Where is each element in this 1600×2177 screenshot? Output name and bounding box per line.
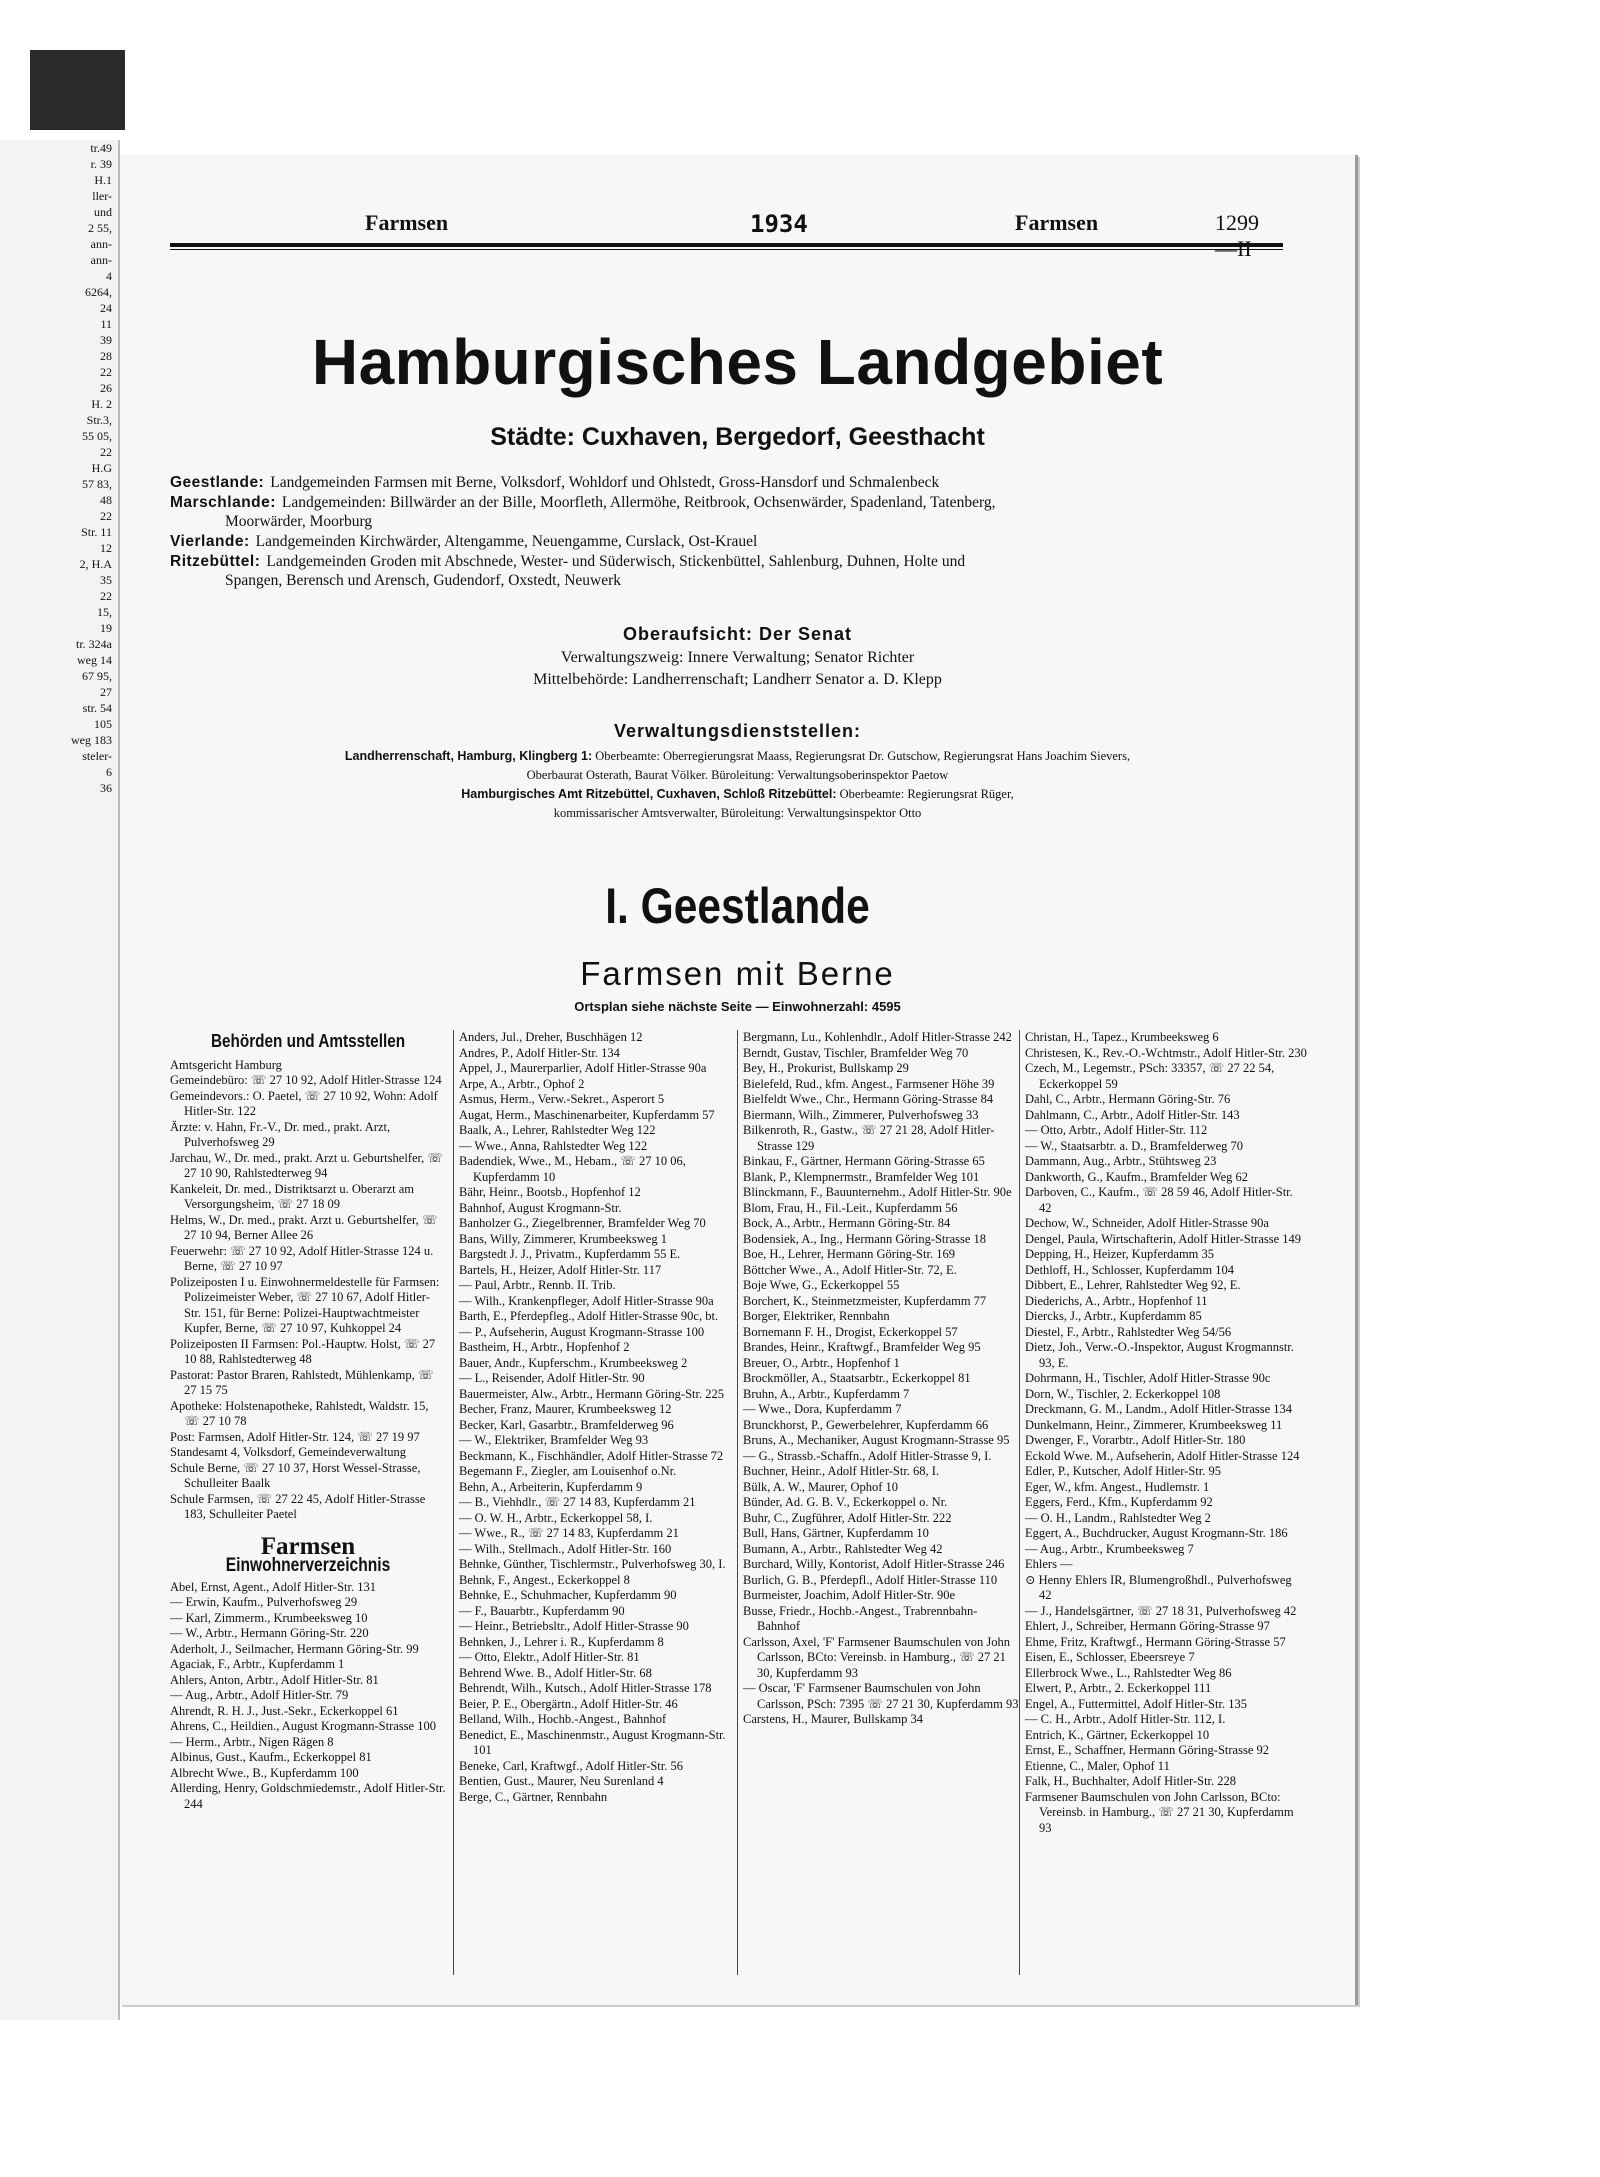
resident-entry: Burmeister, Joachim, Adolf Hitler-Str. 90e — [743, 1588, 956, 1602]
authority-entry: Pastorat: Pastor Braren, Rahlstedt, Mühlenkamp, ☏ 27 15 75 — [170, 1367, 434, 1397]
region-name: Vierlande: — [170, 533, 250, 550]
previous-page-fragment: 24 — [100, 301, 112, 315]
main-title: Hamburgisches Landgebiet — [311, 326, 1164, 398]
resident-entry: Bielfeldt Wwe., Chr., Hermann Göring-Strasse 84 — [743, 1092, 994, 1106]
resident-entry: Bull, Hans, Gärtner, Kupferdamm 10 — [743, 1526, 929, 1540]
running-head — [165, 210, 1275, 261]
running-head-place-right: Farmsen — [1015, 210, 1099, 235]
authority-entry: Ärzte: v. Hahn, Fr.-V., Dr. med., prakt. Arzt, Pulverhofsweg 29 — [170, 1119, 391, 1149]
region-item — [170, 493, 1280, 531]
office-line: Oberbaurat Osterath, Baurat Völker. Büroleitung: Verwaltungsoberinspektor Paetow — [526, 768, 949, 782]
resident-entry: Diestel, F., Arbtr., Rahlstedter Weg 54/56 — [1025, 1324, 1232, 1339]
resident-entry: Darboven, C., Kaufm., ☏ 28 59 46, Adolf Hitler-Str. 42 — [1025, 1185, 1293, 1215]
resident-entry: Ahrendt, R. H. J., Just.-Sekr., Eckerkoppel 61 — [170, 1703, 399, 1718]
resident-entry: Behrend Wwe. B., Adolf Hitler-Str. 68 — [459, 1665, 652, 1680]
resident-entry: Behrendt, Wilh., Kutsch., Adolf Hitler-Strasse 178 — [459, 1681, 712, 1695]
previous-page-fragment: 4 — [106, 269, 112, 283]
resident-entry: — Otto, Elektr., Adolf Hitler-Str. 81 — [459, 1650, 640, 1664]
scan-border — [30, 50, 125, 130]
page-number: 1299—II — [1215, 210, 1259, 261]
resident-entry: — Oscar, 'F' Farmsener Baumschulen von John Carlsson, PSch: 7395 ☏ 27 21 30, Kupferdamm 93 — [743, 1681, 1019, 1711]
previous-page-fragment: weg 183 — [71, 733, 112, 747]
resident-entry: Bodensiek, A., Ing., Hermann Göring-Strasse 18 — [743, 1231, 987, 1246]
resident-entry: — B., Viehhdlr., ☏ 27 14 83, Kupferdamm 21 — [459, 1495, 696, 1509]
previous-page-fragment: ann- — [90, 237, 112, 251]
resident-entry: — Erwin, Kaufm., Pulverhofsweg 29 — [170, 1595, 358, 1609]
region-name: Geestlande: — [170, 474, 265, 491]
previous-page-fragment: tr.49 — [90, 141, 112, 155]
office-name: Landherrenschaft, Hamburg, Klingberg 1: — [344, 749, 593, 763]
resident-entry: Brunckhorst, P., Gewerbelehrer, Kupferdamm 66 — [743, 1417, 989, 1432]
resident-entry: Blom, Frau, H., Fil.-Leit., Kupferdamm 56 — [743, 1200, 958, 1215]
previous-page-fragment: 6264, — [85, 285, 112, 299]
resident-entry: Beckmann, K., Fischhändler, Adolf Hitler-Strasse 72 — [459, 1448, 724, 1463]
authorities-heading: Behörden und Amtsstellen — [210, 1031, 406, 1051]
region-text: Landgemeinden Farmsen mit Berne, Volksdorf, Wohldorf und Ohlstedt, Gross-Hansdorf und Schmalenbeck — [270, 474, 940, 491]
resident-entry: — P., Aufseherin, August Krogmann-Strasse 100 — [459, 1324, 705, 1339]
resident-entry: Depping, H., Heizer, Kupferdamm 35 — [1025, 1247, 1215, 1261]
oversight-block — [120, 623, 1355, 691]
resident-entry: Albrecht Wwe., B., Kupferdamm 100 — [170, 1765, 359, 1780]
previous-page-fragment: 48 — [100, 493, 112, 507]
previous-page-fragment: 39 — [100, 333, 112, 347]
resident-entry: Bergmann, Lu., Kohlenhdlr., Adolf Hitler-Strasse 242 — [743, 1030, 1012, 1044]
resident-entry: Bentien, Gust., Maurer, Neu Surenland 4 — [459, 1774, 664, 1788]
previous-page-fragment: 67 95, — [82, 669, 112, 683]
resident-entry: Ehlert, J., Schreiber, Hermann Göring-Strasse 97 — [1025, 1619, 1270, 1633]
resident-entry: — G., Strassb.-Schaffn., Adolf Hitler-Strasse 9, I. — [743, 1448, 992, 1463]
resident-entry: — Aug., Arbtr., Adolf Hitler-Str. 79 — [170, 1688, 349, 1702]
residents-list — [170, 1580, 446, 1813]
resident-entry: Blank, P., Klempnermstr., Bramfelder Weg 101 — [743, 1169, 980, 1184]
resident-entry: Dechow, W., Schneider, Adolf Hitler-Strasse 90a — [1025, 1216, 1269, 1230]
office-staff: Oberbeamte: Regierungsrat Rüger, — [839, 787, 1014, 801]
resident-entry: — Wwe., Anna, Rahlstedter Weg 122 — [459, 1138, 648, 1153]
resident-entry: Burchard, Willy, Kontorist, Adolf Hitler-Strasse 246 — [743, 1557, 1005, 1571]
resident-entry: Christan, H., Tapez., Krumbeeksweg 6 — [1025, 1030, 1219, 1044]
resident-entry: Borger, Elektriker, Rennbahn — [743, 1309, 890, 1323]
region-text: Landgemeinden Kirchwärder, Altengamme, Neuengamme, Curslack, Ost-Krauel — [255, 533, 758, 550]
resident-entry: Anders, Jul., Dreher, Buschhägen 12 — [459, 1030, 643, 1044]
previous-page-fragment: 36 — [100, 781, 112, 795]
resident-entry: Berge, C., Gärtner, Rennbahn — [459, 1789, 608, 1804]
resident-entry: Blinckmann, F., Bauunternehm., Adolf Hitler-Str. 90e — [743, 1185, 1012, 1199]
resident-entry: — Otto, Arbtr., Adolf Hitler-Str. 112 — [1025, 1123, 1208, 1137]
resident-entry: Andres, P., Adolf Hitler-Str. 134 — [459, 1045, 620, 1060]
resident-entry: Beier, P. E., Obergärtn., Adolf Hitler-Str. 46 — [459, 1696, 678, 1711]
previous-page-fragment: 22 — [100, 589, 112, 603]
resident-entry: Farmsener Baumschulen von John Carlsson, BCto: Vereinsb. in Hamburg., ☏ 27 21 30, Kupferdamm 93 — [1025, 1789, 1294, 1835]
resident-entry: — Aug., Arbtr., Krumbeeksweg 7 — [1025, 1541, 1194, 1556]
resident-entry: Dengel, Paula, Wirtschafterin, Adolf Hitler-Strasse 149 — [1025, 1231, 1302, 1246]
oversight-line: Verwaltungszweig: Innere Verwaltung; Senator Richter — [560, 649, 915, 666]
authority-entry: Jarchau, W., Dr. med., prakt. Arzt u. Geburtshelfer, ☏ 27 10 90, Rahlstedterweg 94 — [170, 1150, 444, 1180]
resident-entry: Christesen, K., Rev.-O.-Wchtmstr., Adolf Hitler-Str. 230 — [1025, 1045, 1307, 1060]
resident-entry: Appel, J., Maurerparlier, Adolf Hitler-Strasse 90a — [459, 1061, 707, 1075]
region-text: Landgemeinden: Billwärder an der Bille, Moorfleth, Allermöhe, Reitbrook, Ochsenwärder, Spadenland, Tatenberg, — [281, 494, 996, 511]
resident-entry: Buchner, Heinr., Adolf Hitler-Str. 68, I. — [743, 1464, 940, 1478]
authority-entry: Feuerwehr: ☏ 27 10 92, Adolf Hitler-Strasse 124 u. Berne, ☏ 27 10 97 — [170, 1243, 434, 1273]
resident-entry: — W., Arbtr., Hermann Göring-Str. 220 — [170, 1626, 369, 1640]
authority-entry: Polizeiposten II Farmsen: Pol.-Hauptw. Holst, ☏ 27 10 88, Rahlstedterweg 48 — [170, 1336, 436, 1366]
resident-entry: Belland, Wilh., Hochb.-Angest., Bahnhof — [459, 1712, 667, 1726]
authorities-list — [170, 1058, 446, 1523]
resident-entry: Bartels, H., Heizer, Adolf Hitler-Str. 117 — [459, 1262, 662, 1277]
column-3 — [737, 1030, 1019, 1975]
resident-entry: Aderholt, J., Seilmacher, Hermann Göring-Str. 99 — [170, 1641, 419, 1656]
subtitle: Städte: Cuxhaven, Bergedorf, Geesthacht — [490, 423, 985, 451]
resident-entry: Berndt, Gustav, Tischler, Bramfelder Weg 70 — [743, 1045, 969, 1060]
resident-entry: — Heinr., Betriebsltr., Adolf Hitler-Strasse 90 — [459, 1619, 689, 1633]
resident-entry: Eger, W., kfm. Angest., Hudlemstr. 1 — [1025, 1479, 1210, 1494]
region-text: Landgemeinden Groden mit Abschnede, Wester- und Süderwisch, Stickenbüttel, Sahlenburg, Duhnen, Holte und — [266, 553, 966, 570]
previous-page-fragment: 22 — [100, 365, 112, 379]
resident-entry: Brandes, Heinr., Kraftwgf., Bramfelder Weg 95 — [743, 1340, 981, 1354]
resident-entry: — Wwe., Dora, Kupferdamm 7 — [743, 1402, 902, 1416]
resident-entry: Boe, H., Lehrer, Hermann Göring-Str. 169 — [743, 1247, 955, 1261]
office-staff: Oberbeamte: Oberregierungsrat Maass, Regierungsrat Dr. Gutschow, Regierungsrat Hans Joachim Sievers, — [595, 749, 1131, 763]
resident-entry: Borchert, K., Steinmetzmeister, Kupferdamm 77 — [743, 1293, 987, 1308]
residents-heading: Einwohnerverzeichnis — [225, 1555, 391, 1576]
previous-page-fragment: und — [94, 205, 112, 219]
resident-entry: Bülk, A. W., Maurer, Ophof 10 — [743, 1479, 899, 1494]
resident-entry: Banholzer G., Ziegelbrenner, Bramfelder Weg 70 — [459, 1216, 706, 1230]
resident-entry: Dreckmann, G. M., Landm., Adolf Hitler-Strasse 134 — [1025, 1402, 1293, 1416]
resident-entry: Beneke, Carl, Kraftwgf., Adolf Hitler-Str. 56 — [459, 1758, 684, 1773]
resident-entry: Arpe, A., Arbtr., Ophof 2 — [459, 1076, 585, 1091]
resident-entry: Baalk, A., Lehrer, Rahlstedter Weg 122 — [459, 1123, 656, 1137]
resident-entry: Bargstedt J. J., Privatm., Kupferdamm 55 E. — [459, 1247, 681, 1261]
resident-entry: Burlich, G. B., Pferdepfl., Adolf Hitler-Strasse 110 — [743, 1572, 998, 1587]
office-line: kommissarischer Amtsverwalter, Büroleitung: Verwaltungsinspektor Otto — [553, 806, 922, 820]
resident-entry: Buhr, C., Zugführer, Adolf Hitler-Str. 222 — [743, 1510, 952, 1525]
resident-entry: Eggers, Ferd., Kfm., Kupferdamm 92 — [1025, 1495, 1213, 1509]
resident-entry: — Wwe., R., ☏ 27 14 83, Kupferdamm 21 — [459, 1526, 679, 1540]
resident-entry: — Wilh., Stellmach., Adolf Hitler-Str. 160 — [459, 1541, 672, 1556]
previous-page-fragment: 22 — [100, 445, 112, 459]
resident-entry: Ellerbrock Wwe., L., Rahlstedter Weg 86 — [1025, 1665, 1232, 1680]
region-text-continuation: Spangen, Berensch und Arensch, Gudendorf, Oxstedt, Neuwerk — [225, 572, 622, 589]
resident-entry: Falk, H., Buchhalter, Adolf Hitler-Str. 228 — [1025, 1774, 1237, 1788]
resident-entry: Dietz, Joh., Verw.-O.-Inspektor, August Krogmannstr. 93, E. — [1025, 1340, 1294, 1370]
resident-entry: Dorn, W., Tischler, 2. Eckerkoppel 108 — [1025, 1386, 1221, 1401]
previous-page-fragment: 19 — [100, 621, 112, 635]
previous-page-fragment: 2 55, — [88, 221, 112, 235]
place-subtitle: Ortsplan siehe nächste Seite — Einwohnerzahl: 4595 — [574, 999, 901, 1014]
previous-page-fragment: 26 — [100, 381, 112, 395]
previous-page-fragment: Str. 11 — [81, 525, 112, 539]
previous-page-fragment: tr. 324a — [76, 637, 112, 651]
resident-entry: Dammann, Aug., Arbtr., Stühtsweg 23 — [1025, 1154, 1217, 1168]
offices-block — [120, 722, 1355, 823]
resident-entry: — W., Elektriker, Bramfelder Weg 93 — [459, 1433, 649, 1447]
authority-entry: Gemeindevors.: O. Paetel, ☏ 27 10 92, Wohn: Adolf Hitler-Str. 122 — [170, 1088, 438, 1118]
previous-page-fragment: 12 — [100, 541, 112, 555]
resident-entry: Dankworth, G., Kaufm., Bramfelder Weg 62 — [1025, 1169, 1249, 1184]
authority-entry: Standesamt 4, Volksdorf, Gemeindeverwaltung — [170, 1445, 406, 1459]
resident-entry: Bielefeld, Rud., kfm. Angest., Farmsener Höhe 39 — [743, 1076, 995, 1091]
region-name: Ritzebüttel: — [170, 553, 261, 570]
running-head-place-left: Farmsen — [365, 210, 449, 235]
previous-page-fragment: 11 — [100, 317, 112, 331]
resident-entry: Dethloff, H., Schlosser, Kupferdamm 104 — [1025, 1262, 1234, 1277]
resident-entry: Carlsson, Axel, 'F' Farmsener Baumschulen von John Carlsson, BCto: Vereinsb. in Hamburg., ☏ 27 21 30, Kupferdamm 93 — [743, 1634, 1010, 1680]
resident-entry: — W., Staatsarbtr. a. D., Bramfelderweg 70 — [1025, 1138, 1244, 1153]
resident-entry: Dohrmann, H., Tischler, Adolf Hitler-Strasse 90c — [1025, 1371, 1271, 1385]
resident-entry: Bruns, A., Mechaniker, August Krogmann-Strasse 95 — [743, 1433, 1010, 1447]
resident-entry: Behnken, J., Lehrer i. R., Kupferdamm 8 — [459, 1634, 664, 1649]
authority-entry: Polizeiposten I u. Einwohnermeldestelle für Farmsen: Polizeimeister Weber, ☏ 27 10 67, Adolf Hitler-Str. 151, für Berne: Polizei-Hauptwachtmeister Kupfer, Berne, ☏ 27 10 97, Kuhkoppel 24 — [170, 1274, 440, 1335]
previous-page-fragment: r. 39 — [90, 157, 112, 171]
column-1 — [170, 1030, 446, 1975]
resident-entry: — O. H., Landm., Rahlstedter Weg 2 — [1025, 1510, 1211, 1525]
authority-entry: Amtsgericht Hamburg — [170, 1057, 282, 1072]
resident-entry: Brockmöller, A., Staatsarbtr., Eckerkoppel 81 — [743, 1371, 971, 1385]
oversight-line: Mittelbehörde: Landherrenschaft; Landherr Senator a. D. Klepp — [533, 671, 942, 688]
resident-entry: Czech, M., Legemstr., PSch: 33357, ☏ 27 22 54, Eckerkoppel 59 — [1025, 1061, 1275, 1091]
column-2 — [453, 1030, 737, 1975]
resident-entry: Dahlmann, C., Arbtr., Adolf Hitler-Str. 143 — [1025, 1107, 1240, 1122]
authority-entry: Schule Farmsen, ☏ 27 22 45, Adolf Hitler-Strasse 183, Schulleiter Paetel — [170, 1491, 426, 1521]
resident-entry: Bock, A., Arbtr., Hermann Göring-Str. 84 — [743, 1216, 951, 1230]
resident-entry: Ahrens, C., Heildien., August Krogmann-Strasse 100 — [170, 1719, 436, 1733]
farmsen-heading: Farmsen — [260, 1532, 356, 1560]
region-text-continuation: Moorwärder, Moorburg — [225, 513, 373, 530]
resident-entry: Ahlers, Anton, Arbtr., Adolf Hitler-Str. 81 — [170, 1672, 379, 1687]
resident-entry: Boje Wwe, G., Eckerkoppel 55 — [743, 1278, 900, 1292]
resident-entry: Eisen, E., Schlosser, Ebeersreye 7 — [1025, 1650, 1195, 1664]
resident-entry: Behnk, F., Angest., Eckerkoppel 8 — [459, 1572, 630, 1587]
resident-entry: Behnke, E., Schuhmacher, Kupferdamm 90 — [459, 1588, 677, 1602]
resident-entry: Bumann, A., Arbtr., Rahlstedter Weg 42 — [743, 1541, 943, 1556]
resident-entry: Augat, Herm., Maschinenarbeiter, Kupferdamm 57 — [459, 1107, 715, 1122]
resident-entry: Bahnhof, August Krogmann-Str. — [459, 1200, 622, 1215]
previous-page-fragment: 6 — [106, 765, 112, 779]
resident-entry: Becker, Karl, Gasarbtr., Bramfelderweg 96 — [459, 1417, 674, 1432]
previous-page-fragment: H.G — [91, 461, 112, 475]
resident-entry: Diercks, J., Arbtr., Kupferdamm 85 — [1025, 1309, 1202, 1323]
region-item — [170, 532, 1280, 551]
resident-entry: — Paul, Arbtr., Rennb. II. Trib. — [459, 1278, 616, 1292]
region-name: Marschlande: — [170, 494, 276, 511]
previous-page-fragment: 27 — [100, 685, 112, 699]
previous-page-fragment: 15, — [97, 605, 112, 619]
resident-entry: Barth, E., Pferdepfleg., Adolf Hitler-Strasse 90c, bt. — [459, 1309, 719, 1323]
resident-entry: Engel, A., Futtermittel, Adolf Hitler-Str. 135 — [1025, 1696, 1247, 1711]
resident-entry: Ehlers — — [1025, 1557, 1073, 1571]
region-item — [170, 473, 1280, 492]
resident-entry: Behn, A., Arbeiterin, Kupferdamm 9 — [459, 1479, 643, 1494]
authority-entry: Helms, W., Dr. med., prakt. Arzt u. Geburtshelfer, ☏ 27 10 94, Berner Allee 26 — [170, 1212, 438, 1242]
resident-entry: Carstens, H., Maurer, Bullskamp 34 — [743, 1712, 924, 1726]
resident-entry: Dahl, C., Arbtr., Hermann Göring-Str. 76 — [1025, 1092, 1231, 1106]
previous-page-fragment: 55 05, — [82, 429, 112, 443]
authority-entry: Gemeindebüro: ☏ 27 10 92, Adolf Hitler-Strasse 124 — [170, 1073, 442, 1087]
resident-entry: Bauer, Andr., Kupferschm., Krumbeeksweg 2 — [459, 1355, 688, 1370]
resident-entry: Albinus, Gust., Kaufm., Eckerkoppel 81 — [170, 1750, 372, 1764]
resident-entry: Begemann F., Ziegler, am Louisenhof o.Nr. — [459, 1464, 677, 1478]
resident-entry: Breuer, O., Arbtr., Hopfenhof 1 — [743, 1355, 900, 1370]
resident-entry: Abel, Ernst, Agent., Adolf Hitler-Str. 131 — [170, 1579, 376, 1594]
previous-page-fragment: steler- — [82, 749, 112, 763]
resident-entry: Bünder, Ad. G. B. V., Eckerkoppel o. Nr. — [743, 1495, 948, 1509]
previous-page-fragment: H. 2 — [91, 397, 112, 411]
previous-page-fragment: str. 54 — [82, 701, 112, 715]
resident-entry: Bey, H., Prokurist, Bullskamp 29 — [743, 1061, 909, 1075]
resident-entry: Dibbert, E., Lehrer, Rahlstedter Weg 92, E. — [1025, 1278, 1241, 1292]
previous-page-fragment: ller- — [92, 189, 112, 203]
office-line — [120, 747, 1355, 766]
resident-entry: Ernst, E., Schaffner, Hermann Göring-Strasse 92 — [1025, 1743, 1270, 1757]
resident-entry: Binkau, F., Gärtner, Hermann Göring-Strasse 65 — [743, 1154, 985, 1168]
previous-page-fragment: 2, H.A — [79, 557, 112, 571]
resident-entry: Diederichs, A., Arbtr., Hopfenhof 11 — [1025, 1293, 1208, 1308]
resident-entry: — L., Reisender, Adolf Hitler-Str. 90 — [459, 1371, 645, 1385]
resident-entry: Allerding, Henry, Goldschmiedemstr., Adolf Hitler-Str. 244 — [170, 1781, 446, 1811]
section-title: I. Geestlande — [605, 878, 870, 934]
resident-entry: Behnke, Günther, Tischlermstr., Pulverhofsweg 30, I. — [459, 1557, 726, 1571]
previous-page-fragment: 57 83, — [82, 477, 112, 491]
office-name: Hamburgisches Amt Ritzebüttel, Cuxhaven, Schloß Ritzebüttel: — [461, 787, 837, 801]
resident-entry: Bans, Willy, Zimmerer, Krumbeeksweg 1 — [459, 1231, 667, 1246]
resident-entry: Etienne, C., Maler, Ophof 11 — [1025, 1758, 1170, 1773]
resident-entry: Badendiek, Wwe., M., Hebam., ☏ 27 10 06, Kupferdamm 10 — [459, 1154, 686, 1184]
resident-entry: Becher, Franz, Maurer, Krumbeeksweg 12 — [459, 1402, 672, 1416]
resident-entry: Bornemann F. H., Drogist, Eckerkoppel 57 — [743, 1324, 958, 1339]
resident-entry: — F., Bauarbtr., Kupferdamm 90 — [459, 1603, 625, 1618]
resident-entry: Entrich, K., Gärtner, Eckerkoppel 10 — [1025, 1727, 1210, 1742]
oversight-heading: Oberaufsicht: Der Senat — [622, 624, 853, 644]
header-rule — [170, 243, 1283, 250]
offices-heading: Verwaltungsdienststellen: — [613, 721, 862, 741]
resident-entry: — O. W. H., Arbtr., Eckerkoppel 58, I. — [459, 1510, 653, 1525]
authority-entry: Post: Farmsen, Adolf Hitler-Str. 124, ☏ 27 19 97 — [170, 1429, 420, 1444]
region-item — [170, 552, 1280, 590]
previous-page-fragment: Str.3, — [86, 413, 112, 427]
resident-entry: Bähr, Heinr., Bootsb., Hopfenhof 12 — [459, 1185, 641, 1199]
resident-entry: — J., Handelsgärtner, ☏ 27 18 31, Pulverhofsweg 42 — [1025, 1603, 1297, 1618]
resident-entry: Asmus, Herm., Verw.-Sekret., Asperort 5 — [459, 1092, 665, 1106]
resident-entry: Ehme, Fritz, Kraftwgf., Hermann Göring-Strasse 57 — [1025, 1634, 1286, 1649]
previous-page-fragment: 28 — [100, 349, 112, 363]
resident-entry: Bilkenroth, R., Gastw., ☏ 27 21 28, Adolf Hitler-Strasse 129 — [743, 1123, 995, 1153]
previous-page-fragment: 35 — [100, 573, 112, 587]
directory-page — [120, 155, 1358, 2005]
resident-entry: — Wilh., Krankenpfleger, Adolf Hitler-Strasse 90a — [459, 1293, 714, 1308]
resident-entry: Eggert, A., Buchdrucker, August Krogmann-Str. 186 — [1025, 1526, 1288, 1540]
resident-entry: Agaciak, F., Arbtr., Kupferdamm 1 — [170, 1657, 345, 1671]
resident-entry: Dunkelmann, Heinr., Zimmerer, Krumbeeksweg 11 — [1025, 1417, 1283, 1432]
resident-entry: Bastheim, H., Arbtr., Hopfenhof 2 — [459, 1340, 630, 1354]
resident-entry: Böttcher Wwe., A., Adolf Hitler-Str. 72, E. — [743, 1262, 957, 1277]
column-4 — [1019, 1030, 1307, 1975]
regions-list — [170, 473, 1280, 591]
office-line — [120, 785, 1355, 804]
authority-entry: Apotheke: Holstenapotheke, Rahlstedt, Waldstr. 15, ☏ 27 10 78 — [170, 1398, 429, 1428]
resident-entry: Edler, P., Kutscher, Adolf Hitler-Str. 95 — [1025, 1464, 1221, 1478]
resident-entry: Busse, Friedr., Hochb.-Angest., Trabrennbahn-Bahnhof — [743, 1603, 978, 1633]
resident-entry: — Karl, Zimmerm., Krumbeeksweg 10 — [170, 1610, 368, 1625]
running-head-year: 1934 — [750, 210, 808, 238]
resident-entry: Dwenger, F., Vorarbtr., Adolf Hitler-Str. 180 — [1025, 1433, 1246, 1447]
resident-entry: ⊙ Henny Ehlers IR, Blumengroßhdl., Pulverhofsweg 42 — [1025, 1572, 1292, 1602]
resident-entry: Eckold Wwe. M., Aufseherin, Adolf Hitler-Strasse 124 — [1025, 1448, 1300, 1463]
authority-entry: Kankeleit, Dr. med., Distriktsarzt u. Oberarzt am Versorgungsheim, ☏ 27 18 09 — [170, 1181, 415, 1211]
previous-page-fragment: ann- — [90, 253, 112, 267]
resident-entry: Bruhn, A., Arbtr., Kupferdamm 7 — [743, 1386, 910, 1401]
authority-entry: Schule Berne, ☏ 27 10 37, Horst Wessel-Strasse, Schulleiter Baalk — [170, 1460, 421, 1490]
previous-page-fragment: 22 — [100, 509, 112, 523]
resident-entry: Biermann, Wilh., Zimmerer, Pulverhofsweg 33 — [743, 1107, 979, 1122]
previous-page-strip — [0, 140, 120, 2020]
resident-entry: Benedict, E., Maschinenmstr., August Krogmann-Str. 101 — [459, 1727, 726, 1757]
resident-entry: Elwert, P., Arbtr., 2. Eckerkoppel 111 — [1025, 1681, 1212, 1695]
resident-entry: Bauermeister, Alw., Arbtr., Hermann Göring-Str. 225 — [459, 1386, 724, 1401]
resident-entry: — C. H., Arbtr., Adolf Hitler-Str. 112, I. — [1025, 1712, 1226, 1726]
place-title: Farmsen mit Berne — [580, 955, 895, 992]
previous-page-fragment: H.1 — [94, 173, 112, 187]
previous-page-fragment: weg 14 — [77, 653, 112, 667]
resident-entry: — Herm., Arbtr., Nigen Rägen 8 — [170, 1734, 334, 1749]
previous-page-fragment: 105 — [94, 717, 112, 731]
